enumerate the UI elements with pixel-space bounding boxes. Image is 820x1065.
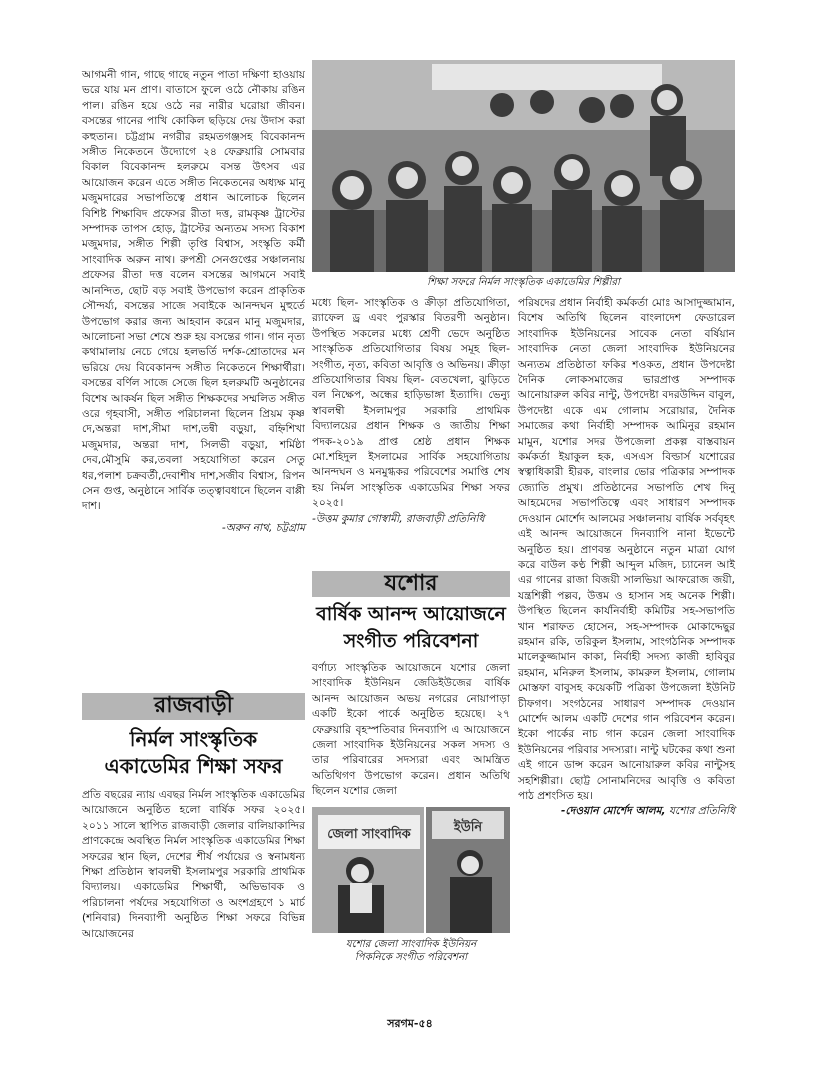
jessore-body-right bbox=[518, 296, 735, 820]
jessore-body-middle-text: বর্ণাঢ্য সাংস্কৃতিক আয়োজনে যশোর জেলা সাংবাদিক ইউনিয়ন জেডিইউজের বার্ষিক আনন্দ আয়োজন অভয় নগরের নোয়াপাড়া একটি ইকো পার্কে অনুষ্ঠিত হয়েছে। ২৭ ফেব্রুয়ারি বৃহস্পতিবার দিনব্যাপি এ আয়োজনে জেলা সাংবাদিক ইউনিয়নের সকল সদস্য ও তার পরিবারের সদস্যরা এবং আমন্ত্রিত অতিথিগণ উপভোগ করেন। প্রধান অতিথি ছিলেন যশোর জেলা bbox=[312, 662, 510, 798]
jessore-byline bbox=[518, 804, 735, 819]
jessore-body-middle bbox=[312, 661, 510, 800]
page-number: সরগম-৫৪ bbox=[387, 1017, 433, 1030]
jessore-body-right-text: পরিষদের প্রধান নির্বাহী কর্মকর্তা মোঃ আসাদুজ্জামান, বিশেষ অতিথি ছিলেন বাংলাদেশ ফেডারেল সাংবাদিক ইউনিয়নের সাবেক নেতা বর্ষিয়ান সাংবাদিক নেতা জেলা সাংবাদিক ইউনিয়নের অন্যতম প্রতিষ্ঠাতা ফকির শওকত, প্রধান উপদেষ্টা দৈনিক লোকসমাজের ভারপ্রাপ্ত সম্পাদক আনোয়ারুল কবির নান্টু, উপদেষ্টা বদরউদ্দিন বাবুল, উপদেষ্টা একে এম গোলাম সরোয়ার, দৈনিক সমাজের কথা নির্বাহী সম্পাদক আমিনুর রহমান মামুন, যশোর সদর উপজেলা প্রকল্প বাস্তবায়ন কর্মকর্তা ইয়াকুল হক, এসএস বিল্ডার্স যশোরের স্বত্বাধিকারী হীরক, বাংলার ভোর পত্রিকার সম্পাদক জ্যোতি প্রমুখ। প্রতিষ্ঠানের সভাপতি শেখ দিনু আহমেদের সভাপতিত্বে এবং সাধারণ সম্পাদক দেওয়ান মোর্শেদ আলমের সঞ্চালনায় বার্ষিক সর্ববৃহৎ এই আনন্দ আয়োজনে দিনব্যাপি নানা ইভেন্টে অনুষ্ঠিত হয়। প্রাণবন্ত অনুষ্ঠানে নতুন মাত্রা যোগ করে বাউল কণ্ঠ শিল্পী আব্দুল মজিদ, চ্যানেল আই এর গানের রাজা বিজয়ী সালভিয়া আফরোজ জয়ী, যন্ত্রশিল্পী পল্লব, উত্তম ও হাসান সহ অনেক শিল্পী। উপস্থিত ছিলেন কার্যনির্বাহী কমিটির সহ-সভাপতি খান শরাফত হোসেন, সহ-সম্পাদক মোকাদ্দেছুর রহমান রকি, তরিকুল ইসলাম, সাংগঠনিক সম্পাদক মালেকুজ্জামান কাকা, নির্বাহী সদস্য কাজী হাবিবুর রহমান, মনিরুল ইসলাম, কামরুল ইসলাম, গোলাম মোস্তফা বাবুসহ কয়েকটি পত্রিকা উপজেলা ইউনিট চীফগণ। সংগঠনের সাধারণ সম্পাদক দেওয়ান মোর্শেদ আলম একটি দেশের গান পরিবেশন করেন। ইকো পার্কের নাচ গান করেন জেলা সাংবাদিক ইউনিয়নের পরিবার সদস্যরা। নান্টু ঘটকের কথা শুনা এই গানে ডান্স করেন আনোয়ারুল কবির নান্টুসহ সহশিল্পীরা। ছোট্ট সোনামনিদের আবৃত্তি ও কবিতা পাঠ প্রশংসিত হয়। bbox=[518, 297, 735, 802]
group-photo-illustration bbox=[312, 60, 735, 272]
rajbari-body-left-text: প্রতি বছরের ন্যায় এবছর নির্মল সাংস্কৃতিক একাডেমির আয়োজনে অনুষ্ঠিত হলো বার্ষিক সফর ২০২৫। ২০১১ সালে স্থাপিত রাজবাড়ী জেলার বালিয়াকান্দির প্রাণকেন্দ্রে অবস্থিত নির্মল সাংস্কৃতিক একাডেমির শিক্ষা সফরের স্থান ছিল, দেশের শীর্ষ পর্যায়ের ও স্বনামধন্য শিক্ষা প্রতিষ্ঠান স্বাবলম্বী ইসলামপুর সরকারি প্রাথমিক বিদ্যালয়। একাডেমির শিক্ষার্থী, অভিভাবক ও পরিচালনা পর্ষদের সহযোগিতা ও অংশগ্রহণে ১ মার্চ (শনিবার) দিনব্যাপী অনুষ্ঠিত শিক্ষা সফরে বিভিন্ন আয়োজনের bbox=[82, 789, 305, 940]
left-column-article bbox=[82, 68, 305, 536]
rajbari-headline-line2: একাডেমির শিক্ষা সফর bbox=[104, 754, 283, 778]
jessore-photo-caption-line1: যশোর জেলা সাংবাদিক ইউনিয়ন bbox=[345, 939, 477, 950]
jessore-photo-banner-left: জেলা সাংবাদিক bbox=[327, 827, 411, 842]
chattogram-body: আগমনী গান, গাছে গাছে নতুন পাতা দক্ষিণা হাওয়ায় ভরে যায় মন প্রাণ। বাতাসে ফুলে ওঠে নৌকায় রঙিন পাল। রঙিন হয়ে ওঠে নর নারীর ঘরোয়া জীবন। বসন্তের গানের পাখি কোকিল ছড়িয়ে দেয় উদাস করা কহুতান। চট্টগ্রাম নগরীর রহমতগঞ্জসহ বিবেকানন্দ সঙ্গীত নিকেতনে উদ্যোগে ২৪ ফেব্রুয়ারি সোমবার বিকাল বিবেকানন্দ হলরুমে বসন্ত উৎসব এর আয়োজন করেন এতে সঙ্গীত নিকেতনের অধ্যক্ষ মানু মজুমদারের সভাপতিত্বে প্রধান আলোচক ছিলেন বিশিষ্ট শিক্ষাবিদ প্রফেসর রীতা দত্ত, রামকৃষ্ণ ট্রাস্টের সম্পাদক তাপস হোড়, ট্রাস্টের অন্যতম সদস্য বিকাশ মজুমদার, সঙ্গীত শিল্পী তৃপ্তি বিশ্বাস, সংস্কৃতি কর্মী সাংবাদিক অরুন নাথ। রুপশ্রী সেনগুপ্তের সঞ্চালনায় প্রফেসর রীতা দত্ত বলেন বসন্তের আগমনে সবাই আনন্দিত, ছোট বড় সবাই উপভোগ করেন প্রাকৃতিক সৌন্দর্য্য, বসন্তের সাজে সবাইকে আনন্দঘন মুহুর্তে উপভোগ করার জন্য আহবান করেন মানু মজুমদার, আলোচনা সভা শেষে শুরু হয় বসন্তের গান। গান নৃত্য কথামালায় নেচে গেয়ে হলভর্তি দর্শক-শ্রোতাদের মন ভরিয়ে দেয় বিবেকানন্দ সঙ্গীত নিকেতনে শিক্ষার্থীরা। বসন্তের বর্ণিল সাজে সেজে ছিল হলরুমটি অনুষ্ঠানের বিশেষ আকর্ষন ছিল সঙ্গীত শিক্ষকদের সম্মলিত সঙ্গীত ওরে গৃহবাসী, সঙ্গীত পরিচালনা ছিলেন প্রিয়ম কৃষ্ণ দে,অন্তরা দাশ,সীমা দাশ,তন্বী বড়ুয়া, বহ্নিশিখা মজুমদার, অন্তরা দাশ, সিলভী বড়ুয়া, শর্মিষ্ঠা দেব,মৌসুমি কর,তবলা সহযোগিতা করেন সেতু ধর,পলাশ চক্রবর্তী,দেবাশীষ দাশ,সজীব বিশ্বাস, রিপন সেন গুপ্ত, অনুষ্ঠানে সার্বিক তত্ত্বাবধানে ছিলেন বাপ্পী দাশ। bbox=[82, 69, 305, 513]
rajbari-headline-line1: নির্মল সাংস্কৃতিক bbox=[129, 727, 258, 751]
chattogram-byline: -অরুন নাথ, চট্টগ্রাম bbox=[221, 521, 305, 534]
jessore-photo-caption bbox=[312, 938, 510, 964]
jessore-byline-place: যশোর প্রতিনিধি bbox=[665, 805, 735, 818]
jessore-headline bbox=[312, 601, 510, 655]
jessore-photo-caption-line2: পিকনিকে সংগীত পরিবেশনা bbox=[354, 952, 468, 963]
jessore-headline-line1: বার্ষিক আনন্দ আয়োজনে bbox=[316, 603, 506, 625]
jessore-section-label: যশোর bbox=[312, 571, 510, 597]
rajbari-body-middle bbox=[312, 296, 510, 527]
rajbari-body-left bbox=[82, 788, 305, 942]
rajbari-body-middle-text: মধ্যে ছিল- সাংস্কৃতিক ও ক্রীড়া প্রতিযোগিতা, র‍্যাফেল ড্র এবং পুরস্কার বিতরণী অনুষ্ঠান। উপস্থিত সকলের মধ্যে শ্রেণী ভেদে অনুষ্ঠিত সাংস্কৃতিক প্রতিযোগিতার বিষয় সমূহ ছিল- সংগীত, নৃত্য, কবিতা আবৃত্তি ও অভিনয়। ক্রীড়া প্রতিযোগিতার বিষয় ছিল- বেতখেলা, ঝুড়িতে বল নিক্ষেপ, অন্ধের হাড়িভাঙ্গা ইত্যাদি। ভেন্যু স্বাবলম্বী ইসলামপুর সরকারি প্রাথমিক বিদ্যালয়ের প্রধান শিক্ষক ও জাতীয় শিক্ষা পদক-২০১৯ প্রাপ্ত শ্রেষ্ঠ প্রধান শিক্ষক মো.শহিদুল ইসলামের সার্বিক সহযোগিতায় আনন্দঘন ও মনমুগ্ধকর পরিবেশের সমাপ্তি শেষ হয় নির্মল সাংস্কৃতিক একাডেমির শিক্ষা সফর ২০২৫। bbox=[312, 297, 510, 510]
jessore-photo-illustration bbox=[312, 807, 510, 933]
rajbari-headline bbox=[82, 726, 305, 780]
jessore-photo bbox=[312, 807, 510, 933]
jessore-photo-banner-right: ইউনি bbox=[453, 820, 483, 835]
jessore-byline-name: -দেওয়ান মোর্শেদ আলম, bbox=[560, 805, 666, 818]
rajbari-byline: -উত্তম কুমার গোস্বামী, রাজবাড়ী প্রতিনিধি bbox=[312, 512, 485, 525]
rajbari-photo-caption: শিক্ষা সফরে নির্মল সাংস্কৃতিক একাডেমির শিল্পীরা bbox=[427, 277, 620, 288]
jessore-headline-line2: সংগীত পরিবেশনা bbox=[343, 630, 479, 652]
rajbari-section-label: রাজবাড়ী bbox=[82, 693, 305, 720]
rajbari-group-photo bbox=[312, 60, 735, 272]
